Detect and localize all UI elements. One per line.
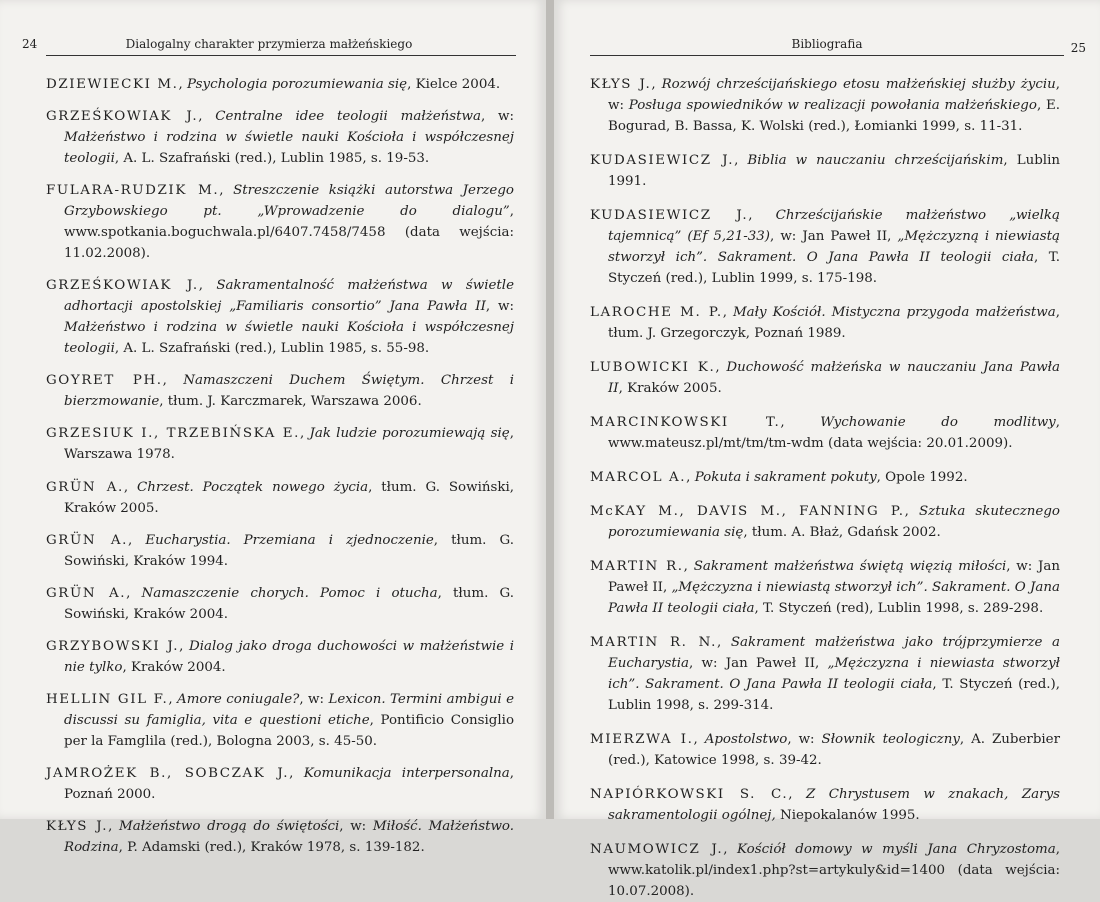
- bibliography-entry: [46, 763, 514, 805]
- entry-source-title: „Mężczyzna i niewiastą stworzył ich”. Sakrament. O Jana Pawła II teologii ciała: [608, 580, 1060, 616]
- entry-author: LUBOWICKI K.: [590, 360, 716, 375]
- entry-author: KŁYS J.: [46, 819, 109, 835]
- running-head: [590, 34, 1086, 54]
- bibliography-entry: [590, 467, 1060, 488]
- entry-title: Chrześcijańskie małżeństwo „wielką tajemnicą” (Ef 5,21-33): [608, 208, 1061, 244]
- entry-title: Streszczenie książki autorstwa Jerzego Grzybowskiego pt. „Wprowadzenie do dialogu”: [64, 183, 514, 220]
- bibliography-entry: [590, 74, 1060, 137]
- entry-title: Namaszczeni Duchem Świętym. Chrzest i bierzmowanie: [64, 373, 514, 410]
- entry-publication: , tłum. G. Sowiński, Kraków 2004.: [64, 585, 515, 622]
- entry-author: McKAY M., DAVIS M., FANNING P.: [590, 504, 905, 519]
- entry-separator: ,: [686, 470, 695, 485]
- entry-source-details: , P. Adamski (red.), Kraków 1978, s. 139-182.: [118, 840, 425, 856]
- entry-publication: , tłum. A. Błaż, Gdańsk 2002.: [743, 525, 941, 540]
- entry-source-details: , T. Styczeń (red.), Lublin 1999, s. 175-198.: [608, 250, 1060, 286]
- entry-source-details: , T. Styczeń (red.), Lublin 1998, s. 299-314.: [608, 677, 1061, 713]
- left-page: [0, 0, 546, 856]
- bibliography-entry: [590, 729, 1060, 771]
- entry-title: Dialog jako droga duchowości w małżeństwie i nie tylko: [64, 638, 514, 675]
- entry-separator: ,: [780, 415, 821, 430]
- entry-author: KŁYS J.: [590, 77, 652, 92]
- bibliography-entry: [590, 412, 1060, 454]
- entry-publication: , tłum. G. Sowiński, Kraków 2005.: [64, 479, 514, 516]
- entry-title: Sakramentalność małżeństwa w świetle adhortacji apostolskiej „Familiaris consortio” Jana Pawła II: [64, 278, 515, 315]
- entry-separator: ,: [734, 153, 748, 168]
- entry-publication: Niepokalanów 1995.: [775, 808, 920, 823]
- entry-publication: , Warszawa 1978.: [64, 426, 514, 463]
- entry-publication: , w: Jan Paweł II,: [608, 559, 1060, 595]
- entry-source-title: Posługa spowiedników w realizacji powołania małżeńskiego: [628, 98, 1037, 113]
- entry-title: Wychowanie do modlitwy: [820, 415, 1056, 430]
- entry-title: Małżeństwo drogą do świętości: [119, 819, 340, 835]
- page-number: 25: [1070, 41, 1086, 55]
- entry-separator: ,: [128, 532, 146, 548]
- bibliography-entry: [46, 370, 514, 412]
- entry-title: Namaszczenie chorych. Pomoc i otucha: [141, 585, 438, 601]
- entry-source-title: „Mężczyzna i niewiasta stworzył ich”. Sakrament. O Jana Pawła II teologii ciała: [608, 656, 1060, 692]
- entry-separator: ,: [683, 559, 694, 574]
- bibliography-entry: [590, 357, 1060, 399]
- entry-separator: ,: [198, 278, 217, 294]
- book-gutter: [546, 0, 554, 819]
- bibliography-entry: [590, 150, 1060, 192]
- entry-publication: , www.katolik.pl/index1.php?st=artykuly&id=1400 (data wejścia: 10.07.2008).: [608, 842, 1060, 899]
- running-head: [22, 34, 516, 54]
- entry-publication: , w:: [339, 819, 373, 835]
- entry-source-details: , E. Bogurad, B. Bassa, K. Wolski (red.), Łomianki 1999, s. 11-31.: [608, 98, 1060, 134]
- entry-separator: ,: [219, 183, 234, 199]
- entry-publication: , Lublin 1991.: [608, 153, 1060, 189]
- entry-author: GRÜN A.: [46, 585, 127, 601]
- entry-author: MIERZWA I.: [590, 732, 694, 747]
- bibliography-entry: [46, 423, 514, 465]
- entry-title: Amore coniugale?: [177, 691, 300, 707]
- entry-author: DZIEWIECKI M.: [46, 77, 179, 92]
- entry-title: Z Chrystusem w znakach, Zarys sakramentologii ogólnej,: [608, 787, 1061, 823]
- entry-author: KUDASIEWICZ J.: [590, 208, 749, 223]
- entry-author: NAPIÓRKOWSKI S. C.: [590, 787, 789, 802]
- bibliography-entry: [46, 74, 514, 95]
- entry-publication: , Poznań 2000.: [64, 766, 514, 803]
- entry-author: MARTIN R. N.: [590, 635, 717, 650]
- entry-title: Mały Kościół. Mistyczna przygoda małżeństwa: [732, 305, 1056, 320]
- entry-publication: , Kraków 2004.: [122, 659, 226, 675]
- entry-title: Komunikacja interpersonalna: [303, 766, 510, 782]
- entry-title: Kościół domowy w myśli Jana Chryzostoma: [737, 842, 1056, 857]
- entry-title: Duchowość małżeńska w nauczaniu Jana Pawła II: [608, 360, 1061, 396]
- entry-source-details: , A. Zuberbier (red.), Katowice 1998, s. 39-42.: [608, 732, 1061, 768]
- entry-author: JAMROŻEK B., SOBCZAK J.: [46, 766, 290, 782]
- entry-author: GRÜN A.: [46, 479, 124, 495]
- entry-source-title: Słownik teologiczny: [821, 732, 960, 747]
- entry-publication: , www.spotkania.boguchwala.pl/6407.7458/7458 (data wejścia: 11.02.2008).: [64, 204, 514, 262]
- bibliography-entry: [46, 180, 514, 264]
- entry-separator: ,: [289, 766, 304, 782]
- entry-title: Jak ludzie porozumiewają się: [309, 426, 510, 442]
- entry-author: MARCINKOWSKI T.: [590, 415, 781, 430]
- entry-author: GRZEŚKOWIAK J.: [46, 109, 199, 125]
- entry-author: GRZESIUK I., TRZEBIŃSKA E.: [46, 426, 300, 442]
- entry-publication: , tłum. J. Grzegorczyk, Poznań 1989.: [608, 305, 1061, 341]
- entry-title: Chrzest. Początek nowego życia: [137, 479, 369, 495]
- entry-source-title: Małżeństwo i rodzina w świetle nauki Kościoła i współczesnej teologii: [64, 320, 514, 357]
- entry-publication: , tłum. G. Sowiński, Kraków 1994.: [64, 532, 514, 569]
- entry-author: FULARA-RUDZIK M.: [46, 183, 220, 199]
- entry-publication: , w:: [608, 77, 1061, 113]
- entry-separator: ,: [748, 208, 776, 223]
- entry-publication: , w:: [787, 732, 822, 747]
- entry-publication: , Opole 1992.: [876, 470, 968, 485]
- entry-author: MARCOL A.: [590, 470, 687, 485]
- entry-source-title: Lexicon. Termini ambigui e discussi su famiglia, vita e questioni etiche: [64, 691, 515, 728]
- entry-publication: , tłum. J. Karczmarek, Warszawa 2006.: [159, 394, 422, 410]
- bibliography-entry: [46, 583, 514, 625]
- entry-title: Rozwój chrześcijańskiego etosu małżeńskiej służby życiu: [661, 77, 1056, 92]
- bibliography-entry: [46, 275, 514, 359]
- entry-author: GOYRET PH.: [46, 373, 163, 389]
- entry-author: GRZEŚKOWIAK J.: [46, 278, 199, 294]
- entry-title: Sakrament małżeństwa świętą więzią miłości: [693, 559, 1007, 574]
- entry-separator: ,: [904, 504, 919, 519]
- header-rule: [590, 55, 1064, 56]
- entry-separator: ,: [178, 77, 188, 92]
- bibliography-list: [590, 74, 1060, 902]
- right-page: [554, 0, 1100, 899]
- bibliography-entry: [590, 632, 1060, 716]
- entry-separator: ,: [126, 585, 142, 601]
- bibliography-entry: [590, 501, 1060, 543]
- entry-title: Centralne idee teologii małżeństwa: [215, 109, 481, 125]
- entry-separator: ,: [179, 638, 189, 654]
- entry-separator: ,: [693, 732, 705, 747]
- entry-author: GRÜN A.: [46, 532, 128, 548]
- bibliography-entry: [46, 477, 514, 519]
- entry-separator: ,: [108, 819, 120, 835]
- entry-source-details: , Pontificio Consiglio per la Famglila (red.), Bologna 2003, s. 45-50.: [64, 712, 515, 749]
- entry-source-details: , T. Styczeń (red), Lublin 1998, s. 289-298.: [754, 601, 1044, 616]
- page-number: 24: [22, 37, 38, 51]
- entry-source-details: , A. L. Szafrański (red.), Lublin 1985, s. 19-53.: [114, 151, 430, 167]
- entry-separator: ,: [299, 426, 310, 442]
- entry-publication: , w:: [480, 109, 515, 125]
- running-head-title: Dialogalny charakter przymierza małżeńskiego: [125, 37, 413, 51]
- entry-author: MARTIN R.: [590, 559, 684, 574]
- entry-separator: ,: [123, 479, 137, 495]
- entry-publication: , w: Jan Paweł II,: [689, 656, 828, 671]
- entry-publication: , w:: [299, 691, 329, 707]
- entry-separator: ,: [162, 373, 184, 389]
- entry-author: LAROCHE M. P.: [590, 305, 723, 320]
- bibliography-entry: [590, 556, 1060, 619]
- entry-source-details: , A. L. Szafrański (red.), Lublin 1985, s. 55-98.: [114, 341, 430, 357]
- bibliography-entry: [590, 839, 1060, 902]
- entry-separator: ,: [198, 109, 216, 125]
- entry-separator: ,: [717, 635, 731, 650]
- entry-separator: ,: [788, 787, 806, 802]
- bibliography-entry: [46, 530, 514, 572]
- entry-title: Apostolstwo: [704, 732, 788, 747]
- entry-separator: ,: [715, 360, 727, 375]
- entry-title: Sakrament małżeństwa jako trójprzymierze a Eucharystia: [608, 635, 1060, 671]
- bibliography-entry: [590, 205, 1060, 289]
- entry-author: GRZYBOWSKI J.: [46, 638, 180, 654]
- bibliography-entry: [46, 689, 514, 752]
- bibliography-list: [46, 74, 514, 858]
- running-head-title: Bibliografia: [791, 37, 863, 51]
- entry-title: Pokuta i sakrament pokuty: [694, 470, 877, 485]
- entry-publication: , Kielce 2004.: [407, 77, 501, 92]
- entry-title: Sztuka skutecznego porozumiewania się: [608, 504, 1060, 540]
- entry-publication: , www.mateusz.pl/mt/tm/tm-wdm (data wejścia: 20.01.2009).: [608, 415, 1061, 451]
- bibliography-entry: [590, 784, 1060, 826]
- entry-separator: ,: [722, 305, 733, 320]
- entry-title: Biblia w nauczaniu chrześcijańskim: [747, 153, 1004, 168]
- entry-separator: ,: [168, 691, 178, 707]
- entry-separator: ,: [723, 842, 737, 857]
- entry-publication: , w:: [485, 299, 514, 315]
- entry-author: KUDASIEWICZ J.: [590, 153, 735, 168]
- entry-author: NAUMOWICZ J.: [590, 842, 724, 857]
- bibliography-entry: [46, 636, 514, 678]
- bibliography-entry: [590, 302, 1060, 344]
- entry-separator: ,: [651, 77, 662, 92]
- entry-title: Psychologia porozumiewania się: [187, 77, 408, 92]
- entry-publication: , Kraków 2005.: [618, 381, 722, 396]
- header-rule: [46, 55, 516, 56]
- entry-source-title: Miłość. Małżeństwo. Rodzina: [64, 819, 515, 856]
- entry-author: HELLIN GIL F.: [46, 691, 169, 707]
- bibliography-entry: [46, 816, 514, 858]
- bibliography-entry: [46, 106, 514, 169]
- entry-source-title: „Mężczyzną i niewiastą stworzył ich”. Sakrament. O Jana Pawła II teologii ciała: [608, 229, 1060, 265]
- entry-publication: , w: Jan Paweł II,: [770, 229, 898, 244]
- entry-source-title: Małżeństwo i rodzina w świetle nauki Kościoła i współczesnej teologii: [64, 130, 514, 167]
- entry-title: Eucharystia. Przemiana i zjednoczenie: [145, 532, 434, 548]
